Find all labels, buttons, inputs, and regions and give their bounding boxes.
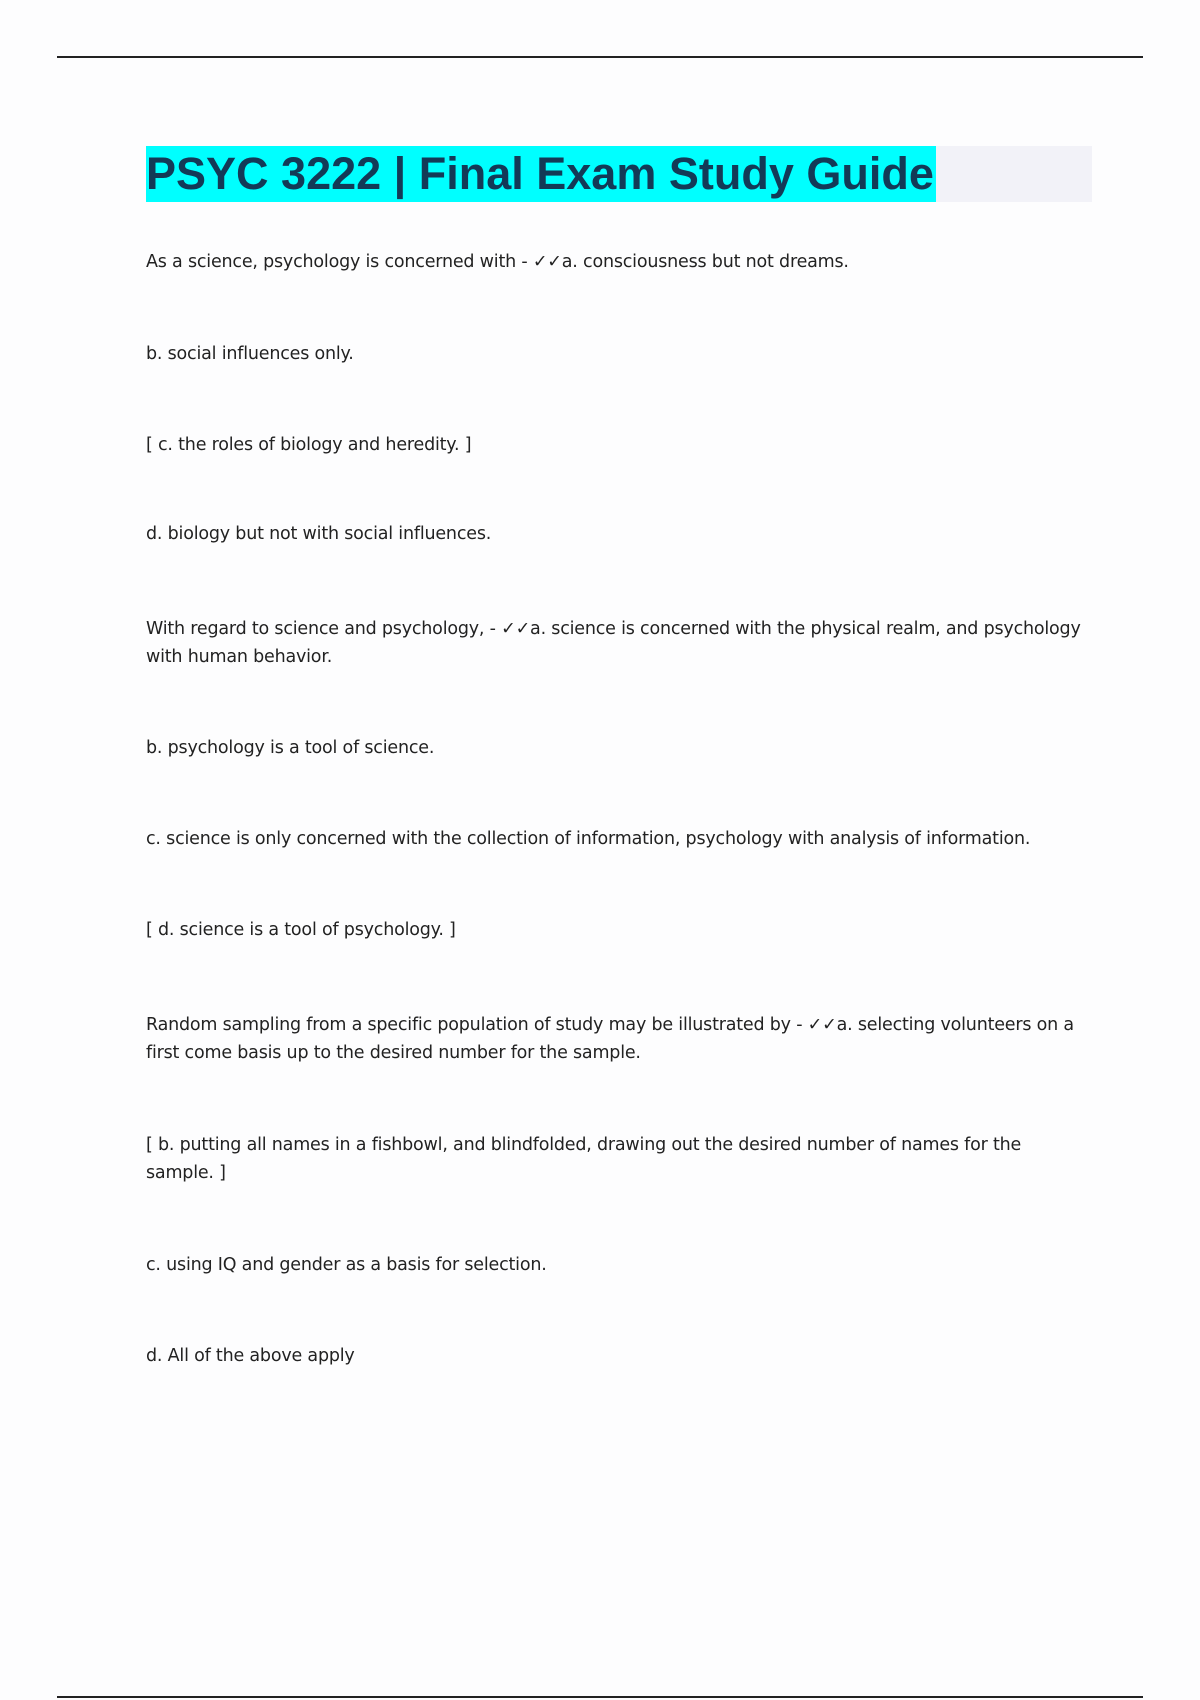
question-3-option-b: [ b. putting all names in a fishbowl, and blindfolded, drawing out the desired number of names for the sample. ] [146, 1135, 1022, 1183]
question-2-text: With regard to science and psychology, - ✓✓a. science is concerned with the physical realm, and psychology with human behavior. [146, 619, 1081, 667]
question-1-option-d: d. biology but not with social influences. [146, 524, 492, 544]
question-3-option-d: d. All of the above apply [146, 1346, 355, 1366]
question-2-option-b: b. psychology is a tool of science. [146, 738, 435, 758]
question-3-text: Random sampling from a specific population of study may be illustrated by - ✓✓a. selecting volunteers on a first come basis up to the desired number for the sample. [146, 1015, 1074, 1063]
question-2-option-d: [ d. science is a tool of psychology. ] [146, 920, 456, 940]
page-title: PSYC 3222 | Final Exam Study Guide [146, 146, 936, 202]
title-banner [146, 146, 1092, 202]
question-2-option-c: c. science is only concerned with the collection of information, psychology with analysis of information. [146, 829, 1031, 849]
question-1-text: As a science, psychology is concerned with - ✓✓a. consciousness but not dreams. [146, 252, 849, 272]
header-rule [57, 56, 1143, 58]
question-1-option-c: [ c. the roles of biology and heredity. ] [146, 435, 472, 455]
footer-rule [57, 1696, 1143, 1698]
question-3-option-c: c. using IQ and gender as a basis for selection. [146, 1255, 547, 1275]
question-1-option-b: b. social influences only. [146, 344, 354, 364]
